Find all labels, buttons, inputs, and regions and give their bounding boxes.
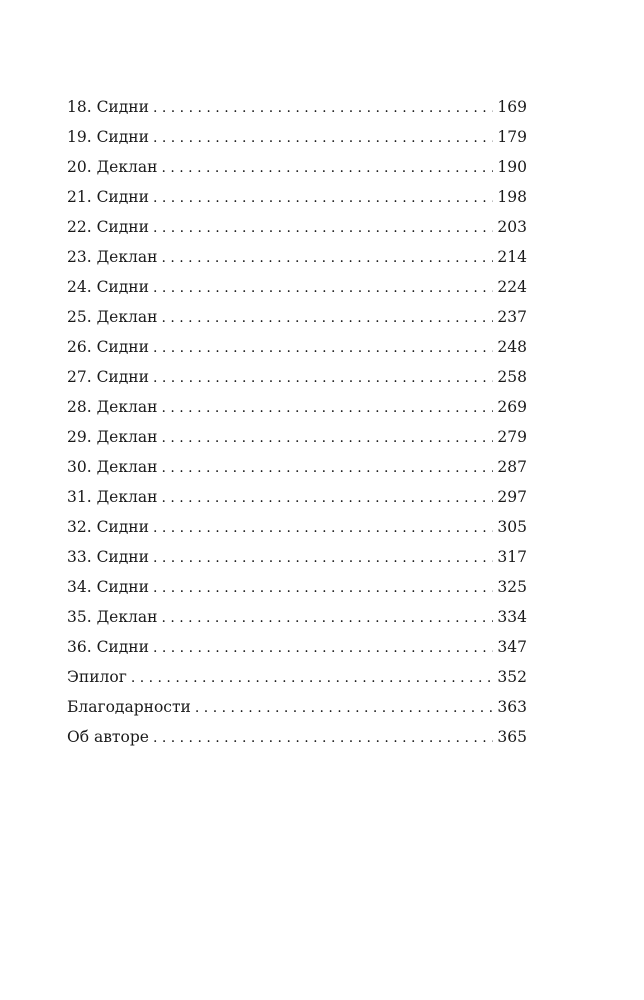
- toc-entry[interactable]: [67, 422, 527, 452]
- toc-entry-title: 25. Деклан: [67, 308, 158, 326]
- toc-entry-title: 32. Сидни: [67, 518, 149, 536]
- toc-entry-page: 279: [497, 428, 527, 446]
- toc-entry[interactable]: [67, 242, 527, 272]
- toc-entry-page: 169: [497, 98, 527, 116]
- toc-entry-title: 20. Деклан: [67, 158, 158, 176]
- toc-entry-page: 179: [497, 128, 527, 146]
- toc-entry[interactable]: [67, 152, 527, 182]
- toc-entry-page: 214: [497, 248, 527, 266]
- toc-entry-title: Благодарности: [67, 698, 191, 716]
- toc-entry-title: 23. Деклан: [67, 248, 158, 266]
- toc-entry-title: 31. Деклан: [67, 488, 158, 506]
- toc-entry-page: 203: [497, 218, 527, 236]
- toc-entry-page: 190: [497, 158, 527, 176]
- toc-entry-title: Об авторе: [67, 728, 149, 746]
- toc-entry-page: 317: [497, 548, 527, 566]
- toc-entry-title: 30. Деклан: [67, 458, 158, 476]
- dot-leader: [195, 693, 493, 723]
- toc-entry-page: 269: [497, 398, 527, 416]
- toc-entry[interactable]: [67, 212, 527, 242]
- dot-leader: [131, 663, 493, 693]
- toc-entry[interactable]: [67, 272, 527, 302]
- dot-leader: [161, 453, 493, 483]
- toc-entry-title: 24. Сидни: [67, 278, 149, 296]
- toc-entry[interactable]: [67, 182, 527, 212]
- toc-entry-page: 363: [497, 698, 527, 716]
- toc-entry-page: 365: [497, 728, 527, 746]
- toc-entry-page: 287: [497, 458, 527, 476]
- toc-entry[interactable]: [67, 692, 527, 722]
- toc-entry-page: 325: [497, 578, 527, 596]
- dot-leader: [161, 243, 493, 273]
- dot-leader: [161, 393, 493, 423]
- toc-entry[interactable]: [67, 452, 527, 482]
- dot-leader: [153, 183, 493, 213]
- toc-entry-page: 297: [497, 488, 527, 506]
- toc-entry-page: 224: [497, 278, 527, 296]
- table-of-contents: [67, 92, 527, 752]
- dot-leader: [153, 543, 493, 573]
- toc-entry-title: Эпилог: [67, 668, 127, 686]
- toc-entry-title: 22. Сидни: [67, 218, 149, 236]
- toc-entry[interactable]: [67, 392, 527, 422]
- toc-entry-page: 305: [497, 518, 527, 536]
- dot-leader: [153, 273, 493, 303]
- dot-leader: [153, 333, 493, 363]
- toc-entry[interactable]: [67, 602, 527, 632]
- toc-entry[interactable]: [67, 722, 527, 752]
- toc-entry[interactable]: [67, 332, 527, 362]
- toc-entry-page: 352: [497, 668, 527, 686]
- toc-entry[interactable]: [67, 362, 527, 392]
- toc-entry-page: 258: [497, 368, 527, 386]
- toc-entry[interactable]: [67, 572, 527, 602]
- toc-entry-title: 26. Сидни: [67, 338, 149, 356]
- dot-leader: [153, 363, 493, 393]
- dot-leader: [153, 93, 493, 123]
- toc-entry-title: 18. Сидни: [67, 98, 149, 116]
- dot-leader: [153, 123, 493, 153]
- dot-leader: [161, 483, 493, 513]
- dot-leader: [153, 213, 493, 243]
- toc-entry-page: 237: [497, 308, 527, 326]
- dot-leader: [153, 513, 493, 543]
- toc-entry-title: 34. Сидни: [67, 578, 149, 596]
- dot-leader: [161, 303, 493, 333]
- toc-entry[interactable]: [67, 662, 527, 692]
- toc-entry[interactable]: [67, 482, 527, 512]
- toc-entry[interactable]: [67, 542, 527, 572]
- dot-leader: [161, 603, 493, 633]
- toc-entry-title: 27. Сидни: [67, 368, 149, 386]
- toc-entry-page: 334: [497, 608, 527, 626]
- toc-entry-title: 28. Деклан: [67, 398, 158, 416]
- dot-leader: [161, 153, 493, 183]
- toc-entry[interactable]: [67, 92, 527, 122]
- toc-entry[interactable]: [67, 122, 527, 152]
- toc-entry-title: 33. Сидни: [67, 548, 149, 566]
- toc-entry-title: 36. Сидни: [67, 638, 149, 656]
- toc-entry[interactable]: [67, 512, 527, 542]
- toc-entry-title: 19. Сидни: [67, 128, 149, 146]
- dot-leader: [161, 423, 493, 453]
- dot-leader: [153, 723, 493, 753]
- toc-entry-page: 248: [497, 338, 527, 356]
- toc-entry[interactable]: [67, 632, 527, 662]
- toc-entry-page: 347: [497, 638, 527, 656]
- toc-entry-title: 21. Сидни: [67, 188, 149, 206]
- toc-entry-title: 29. Деклан: [67, 428, 158, 446]
- dot-leader: [153, 573, 493, 603]
- toc-entry[interactable]: [67, 302, 527, 332]
- dot-leader: [153, 633, 493, 663]
- toc-entry-title: 35. Деклан: [67, 608, 158, 626]
- toc-entry-page: 198: [497, 188, 527, 206]
